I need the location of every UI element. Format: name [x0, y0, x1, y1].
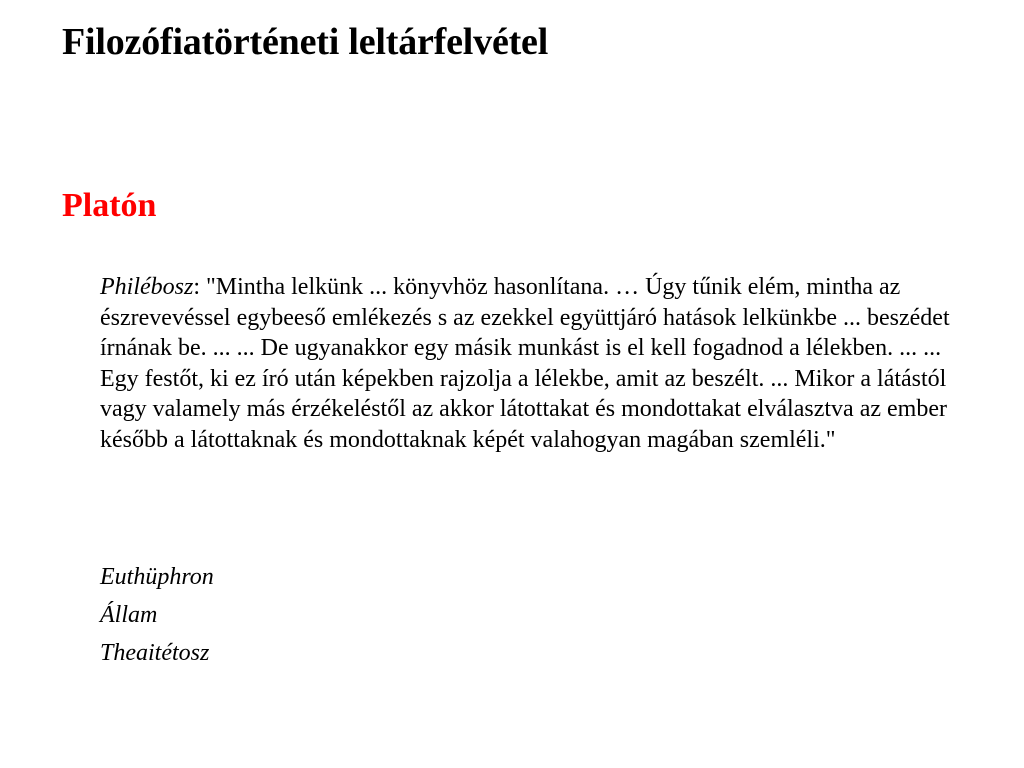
quote-separator: :	[193, 274, 206, 300]
work-item-theaitetosz: Theaitétosz	[100, 640, 210, 666]
philebosz-quote	[100, 272, 980, 455]
page-title: Filozófiatörténeti leltárfelvétel	[62, 21, 549, 63]
quote-work-title: Philébosz	[100, 274, 194, 300]
works-list	[100, 558, 214, 672]
work-item-allam: Állam	[100, 602, 158, 628]
work-item-euthuphron: Euthüphron	[100, 564, 214, 590]
quote-text: "Mintha lelkünk ... könyvhöz hasonlítana. … Úgy tűnik elém, mintha az észrevevéssel egybeeső emlékezés s az ezekkel együttjáró hatások lelkünkbe ... beszédet írnának be. ... ... De ugyanakkor egy másik munkást is el kell fogadnod a lélekben. ... ... Egy festőt, ki ez író után képekben rajzolja a lélekbe, amit az beszélt. ... Mikor a látástól vagy valamely más érzékeléstől az akkor látottakat és mondottakat elválasztva az ember később a látottaknak és mondottaknak képét valahogyan magában szemléli."	[100, 274, 950, 453]
section-heading-platon: Platón	[62, 187, 157, 224]
